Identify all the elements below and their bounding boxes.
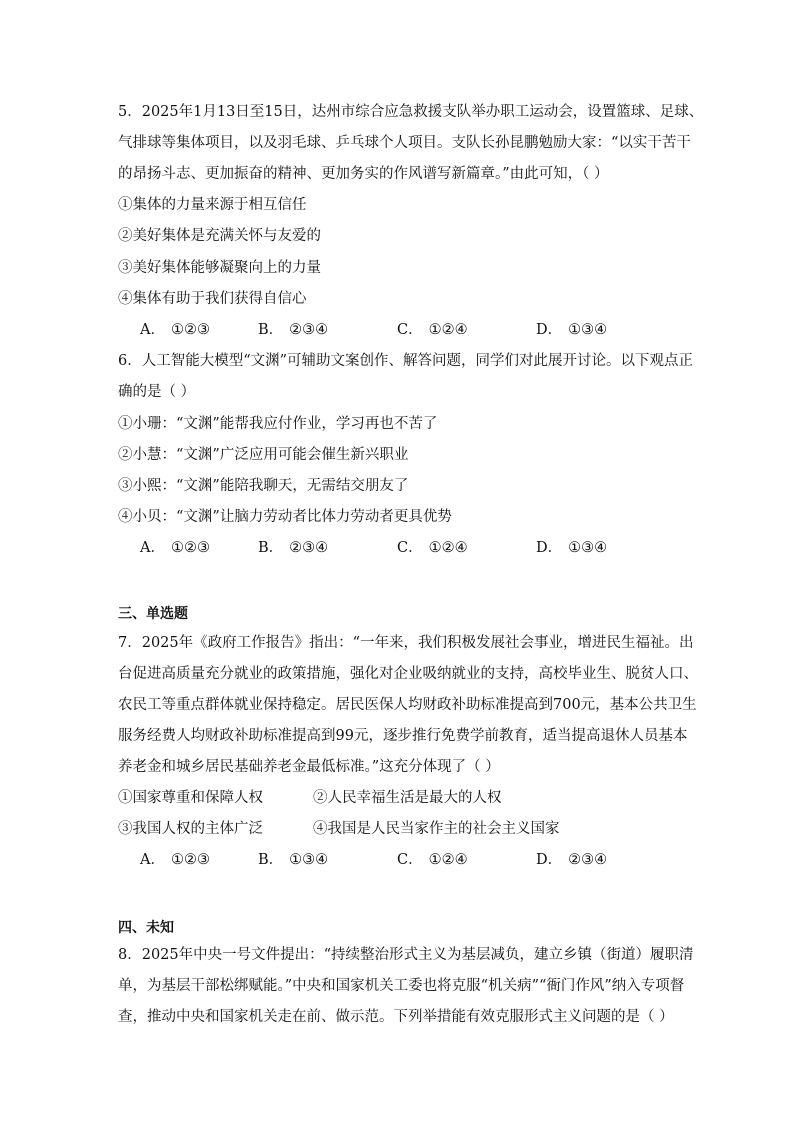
q5-option-d[interactable] bbox=[536, 320, 607, 340]
option-key: D． bbox=[536, 540, 563, 556]
option-key: A． bbox=[140, 540, 165, 556]
q5-option-c[interactable] bbox=[397, 320, 468, 340]
option-key: D． bbox=[536, 852, 563, 868]
q7-line-5: 养老金和城乡居民基础养老金最低标准。”这充分体现了（ ） bbox=[118, 759, 500, 775]
q7-line-2: 台促进高质量充分就业的政策措施，强化对企业吸纳就业的支持，高校毕业生、脱贫人口、 bbox=[118, 666, 698, 682]
q6-choice-4: ④小贝：“文渊”让脑力劳动者比体力劳动者更具优势 bbox=[118, 509, 452, 525]
q7-choice-row-1 bbox=[0, 788, 794, 808]
option-value: ①②④ bbox=[428, 540, 468, 556]
option-value: ①②④ bbox=[428, 852, 468, 868]
q5-choice-4: ④集体有助于我们获得自信心 bbox=[118, 291, 307, 307]
option-key: B． bbox=[258, 322, 284, 338]
option-value: ②③④ bbox=[289, 540, 329, 556]
q6-options bbox=[0, 538, 794, 558]
option-value: ①③④ bbox=[568, 540, 608, 556]
option-value: ②③④ bbox=[568, 852, 608, 868]
q7-option-a[interactable] bbox=[140, 850, 210, 870]
option-value: ①③④ bbox=[568, 322, 608, 338]
option-value: ①②③ bbox=[170, 852, 210, 868]
q5-choice-3: ③美好集体能够凝聚向上的力量 bbox=[118, 260, 321, 276]
q5-option-a[interactable] bbox=[140, 320, 210, 340]
q7-choice-1: ①国家尊重和保障人权 bbox=[118, 790, 263, 806]
section-heading-3: 三、单选题 bbox=[118, 606, 188, 622]
q5-line-2: 气排球等集体项目，以及羽毛球、乒乓球个人项目。支队长孙昆鹏勉励大家：“以实干苦干 bbox=[118, 135, 691, 151]
q7-line-3: 农民工等重点群体就业保持稳定。居民医保人均财政补助标准提高到700元，基本公共卫生 bbox=[118, 697, 697, 713]
q6-option-c[interactable] bbox=[397, 538, 468, 558]
q8-line-3: 查，推动中央和国家机关走在前、做示范。下列举措能有效克服形式主义问题的是（ ） bbox=[118, 1009, 674, 1025]
q5-line-1: 5．2025年1月13日至15日，达州市综合应急救援支队举办职工运动会，设置篮球、足球、 bbox=[118, 104, 704, 120]
option-value: ①②③ bbox=[170, 540, 210, 556]
option-value: ①②④ bbox=[428, 322, 468, 338]
q6-option-a[interactable] bbox=[140, 538, 210, 558]
q7-choice-row-2 bbox=[0, 819, 794, 839]
q6-option-d[interactable] bbox=[536, 538, 607, 558]
q5-choice-1: ①集体的力量来源于相互信任 bbox=[118, 197, 307, 213]
q6-choice-1: ①小珊：“文渊”能帮我应付作业，学习再也不苦了 bbox=[118, 416, 438, 432]
q7-choice-2: ②人民幸福生活是最大的人权 bbox=[313, 790, 502, 806]
q7-line-4: 服务经费人均财政补助标准提高到99元，逐步推行免费学前教育，适当提高退休人员基本 bbox=[118, 728, 688, 744]
q7-line-1: 7．2025年《政府工作报告》指出：“一年来，我们积极发展社会事业，增进民生福祉。出 bbox=[118, 635, 694, 651]
option-key: D． bbox=[536, 322, 563, 338]
q5-options bbox=[0, 320, 794, 340]
option-value: ①③④ bbox=[289, 852, 329, 868]
q7-choice-3: ③我国人权的主体广泛 bbox=[118, 821, 263, 837]
option-key: C． bbox=[397, 540, 423, 556]
q7-choice-4: ④我国是人民当家作主的社会主义国家 bbox=[313, 821, 560, 837]
q5-option-b[interactable] bbox=[258, 320, 328, 340]
option-key: B． bbox=[258, 852, 284, 868]
option-key: B． bbox=[258, 540, 284, 556]
q6-choice-3: ③小熙：“文渊”能陪我聊天，无需结交朋友了 bbox=[118, 478, 409, 494]
q8-line-2: 单，为基层干部松绑赋能。”中央和国家机关工委也将克服“机关病”“衙门作风”纳入专项督 bbox=[118, 978, 685, 994]
q5-line-3: 的昂扬斗志、更加振奋的精神、更加务实的作风谱写新篇章。”由此可知，（ ） bbox=[118, 166, 609, 182]
q7-options bbox=[0, 850, 794, 870]
q6-line-2: 确的是（ ） bbox=[118, 384, 196, 400]
q7-option-b[interactable] bbox=[258, 850, 328, 870]
q6-choice-2: ②小慧：“文渊”广泛应用可能会催生新兴职业 bbox=[118, 447, 409, 463]
section-heading-4: 四、未知 bbox=[118, 920, 174, 936]
q8-line-1: 8．2025年中央一号文件提出：“持续整治形式主义为基层减负，建立乡镇（街道）履职清 bbox=[118, 947, 694, 963]
q7-option-d[interactable] bbox=[536, 850, 607, 870]
option-key: C． bbox=[397, 322, 423, 338]
q6-option-b[interactable] bbox=[258, 538, 328, 558]
option-key: A． bbox=[140, 322, 165, 338]
option-value: ②③④ bbox=[289, 322, 329, 338]
option-key: A． bbox=[140, 852, 165, 868]
q5-choice-2: ②美好集体是充满关怀与友爱的 bbox=[118, 228, 321, 244]
option-key: C． bbox=[397, 852, 423, 868]
option-value: ①②③ bbox=[170, 322, 210, 338]
q7-option-c[interactable] bbox=[397, 850, 468, 870]
q6-line-1: 6．人工智能大模型“文渊”可辅助文案创作、解答问题，同学们对此展开讨论。以下观点正 bbox=[118, 353, 694, 369]
